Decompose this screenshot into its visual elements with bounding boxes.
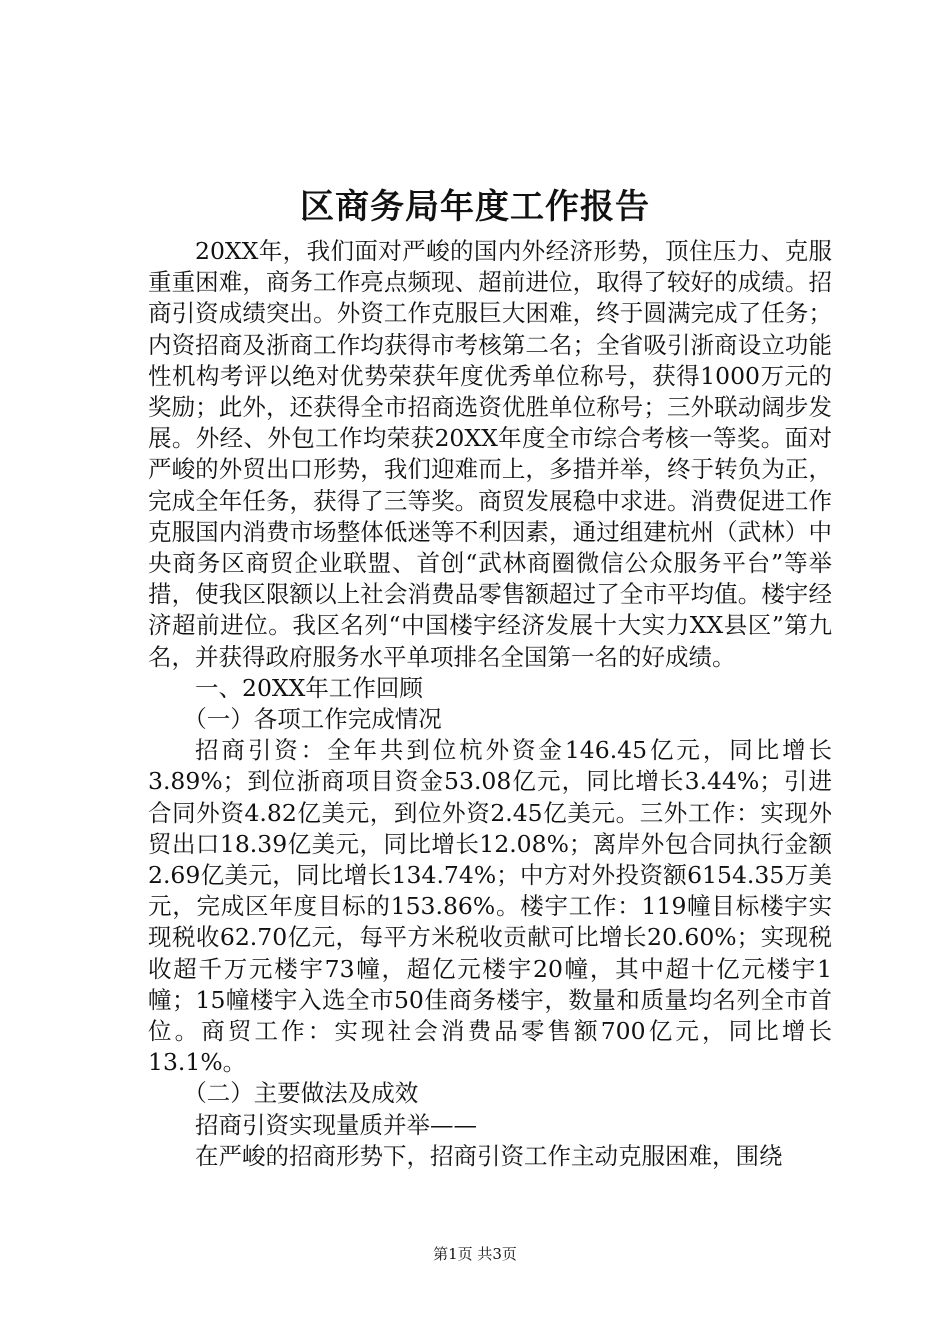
paragraph-statistics: 招商引资：全年共到位杭外资金146.45亿元，同比增长3.89%；到位浙商项目资金53.08亿元，同比增长3.44%；引进合同外资4.82亿美元，到位外资2.45亿美元。三外工作：实现外贸出口18.39亿美元，同比增长12.08%；离岸外包合同执行金额2.69亿美元，同比增长134.74%；中方对外投资额6154.35万美元，完成区年度目标的153.86%。楼宇工作：119幢目标楼宇实现税收62.70亿元，每平方米税收贡献可比增长20.60%；实现税收超千万元楼宇73幢，超亿元楼宇20幢，其中超十亿元楼宇1幢；15幢楼宇入选全市50佳商务楼宇，数量和质量均名列全市首位。商贸工作：实现社会消费品零售额700亿元，同比增长13.1%。 [148,736,832,1077]
paragraph-investment-heading: 招商引资实现量质并举—— [195,1110,477,1139]
page-footer: 第1页 共3页 [433,1245,517,1263]
section-heading-review: 一、20XX年工作回顾 [195,673,423,702]
paragraph-investment-text: 在严峻的招商形势下，招商引资工作主动克服困难，围绕 [195,1141,783,1170]
subsection-heading-practices: （二）主要做法及成效 [183,1079,419,1108]
document-title: 区商务局年度工作报告 [300,187,650,227]
subsection-heading-completion: （一）各项工作完成情况 [183,705,442,734]
document-body [148,236,832,1172]
paragraph-intro: 20XX年，我们面对严峻的国内外经济形势，顶住压力、克服重重困难，商务工作亮点频现、超前进位，取得了较好的成绩。招商引资成绩突出。外资工作克服巨大困难，终于圆满完成了任务；内资招商及浙商工作均获得市考核第二名；全省吸引浙商设立功能性机构考评以绝对优势荣获年度优秀单位称号，获得1000万元的奖励；此外，还获得全市招商选资优胜单位称号；三外联动阔步发展。外经、外包工作均荣获20XX年度全市综合考核一等奖。面对严峻的外贸出口形势，我们迎难而上，多措并举，终于转负为正，完成全年任务，获得了三等奖。商贸发展稳中求进。消费促进工作克服国内消费市场整体低迷等不利因素，通过组建杭州（武林）中央商务区商贸企业联盟、首创“武林商圈微信公众服务平台”等举措，使我区限额以上社会消费品零售额超过了全市平均值。楼宇经济超前进位。我区名列“中国楼宇经济发展十大实力XX县区”第九名，并获得政府服务水平单项排名全国第一名的好成绩。 [148,237,832,671]
